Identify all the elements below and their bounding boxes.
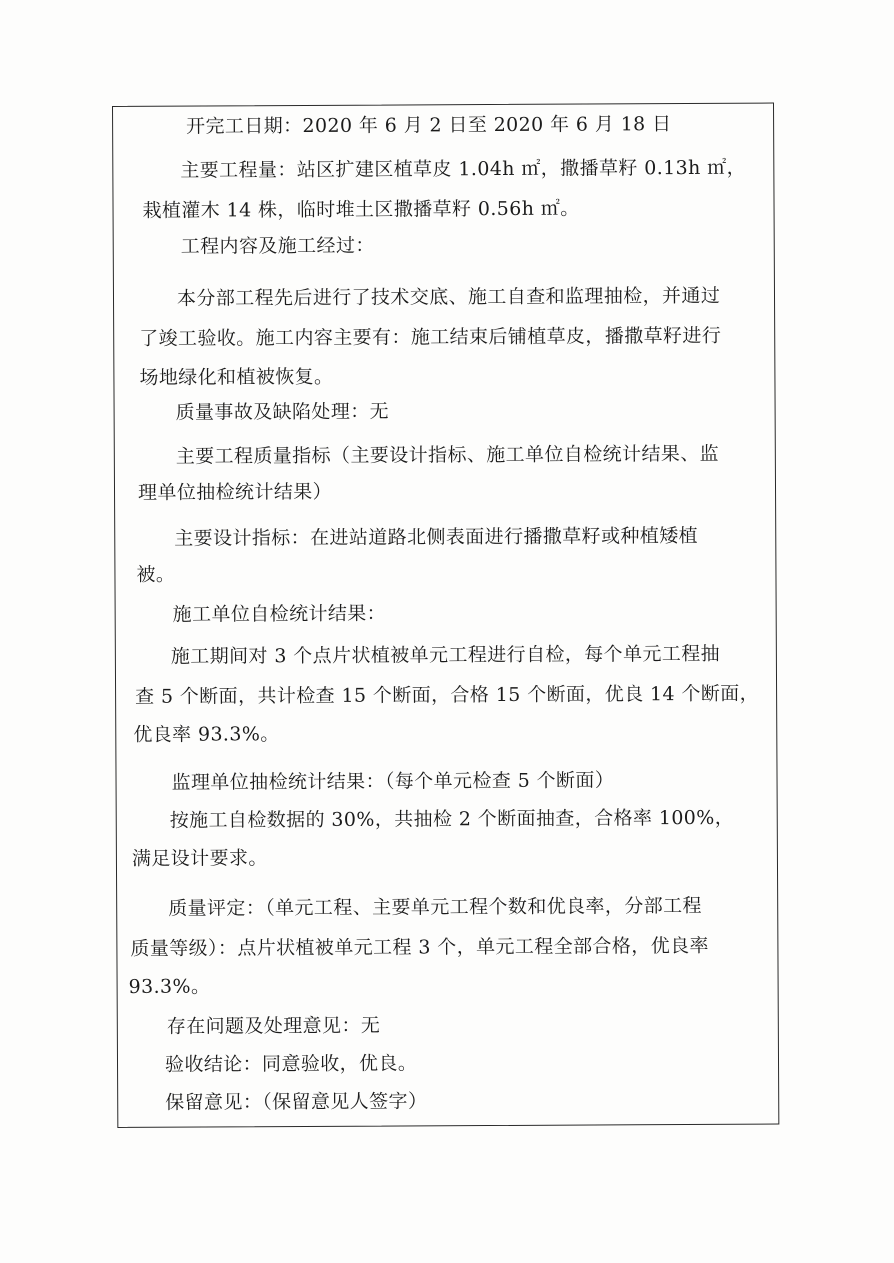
quality-indicator-line-2: 理单位抽检统计结果） xyxy=(137,480,333,504)
main-quantity-line-2: 栽植灌木 14 株，临时堆土区撒播草籽 0.56h ㎡。 xyxy=(142,197,580,222)
assessment-line-1: 质量评定：（单元工程、主要单元工程个数和优良率，分部工程 xyxy=(168,894,702,920)
self-check-line-1: 施工期间对 3 个点片状植被单元工程进行自检，每个单元工程抽 xyxy=(170,642,721,668)
supervision-line-2: 满足设计要求。 xyxy=(131,847,268,870)
reservation: 保留意见：（保留意见人签字） xyxy=(165,1090,428,1114)
problems: 存在问题及处理意见：无 xyxy=(166,1014,381,1038)
design-indicator-line-1: 主要设计指标：在进站道路北侧表面进行播撒草籽或种植矮植 xyxy=(174,524,699,550)
content-line-3: 场地绿化和植被恢复。 xyxy=(139,365,334,389)
completion-date: 开完工日期：2020 年 6 月 2 日至 2020 年 6 月 18 日 xyxy=(186,113,672,138)
main-quantity-line-1: 主要工程量：站区扩建区植草皮 1.04h ㎡，撒播草籽 0.13h ㎡， xyxy=(180,156,747,182)
supervision-line-1: 按施工自检数据的 30%，共抽检 2 个断面抽查，合格率 100%， xyxy=(169,806,735,832)
conclusion: 验收结论：同意验收，优良。 xyxy=(164,1052,418,1076)
assessment-line-3: 93.3%。 xyxy=(128,975,211,998)
content-line-2: 了竣工验收。施工内容主要有：施工结束后铺植草皮，播撒草籽进行 xyxy=(139,324,722,350)
self-check-line-3: 优良率 93.3%。 xyxy=(133,723,280,746)
assessment-line-2: 质量等级）：点片状植被单元工程 3 个，单元工程全部合格，优良率 xyxy=(130,934,709,960)
self-check-heading: 施工单位自检统计结果： xyxy=(172,602,387,626)
content-line-1: 本分部工程先后进行了技术交底、施工自查和监理抽检，并通过 xyxy=(176,284,721,310)
self-check-line-2: 查 5 个断面，共计检查 15 个断面，合格 15 个断面，优良 14 个断面， xyxy=(135,682,760,708)
content-heading: 工程内容及施工经过： xyxy=(180,234,375,258)
quality-accident: 质量事故及缺陷处理：无 xyxy=(175,400,390,424)
supervision-heading: 监理单位抽检统计结果：（每个单元检查 5 个断面） xyxy=(171,769,615,794)
quality-indicator-line-1: 主要工程质量指标（主要设计指标、施工单位自检统计结果、监 xyxy=(175,442,720,468)
design-indicator-line-2: 被。 xyxy=(136,563,176,586)
